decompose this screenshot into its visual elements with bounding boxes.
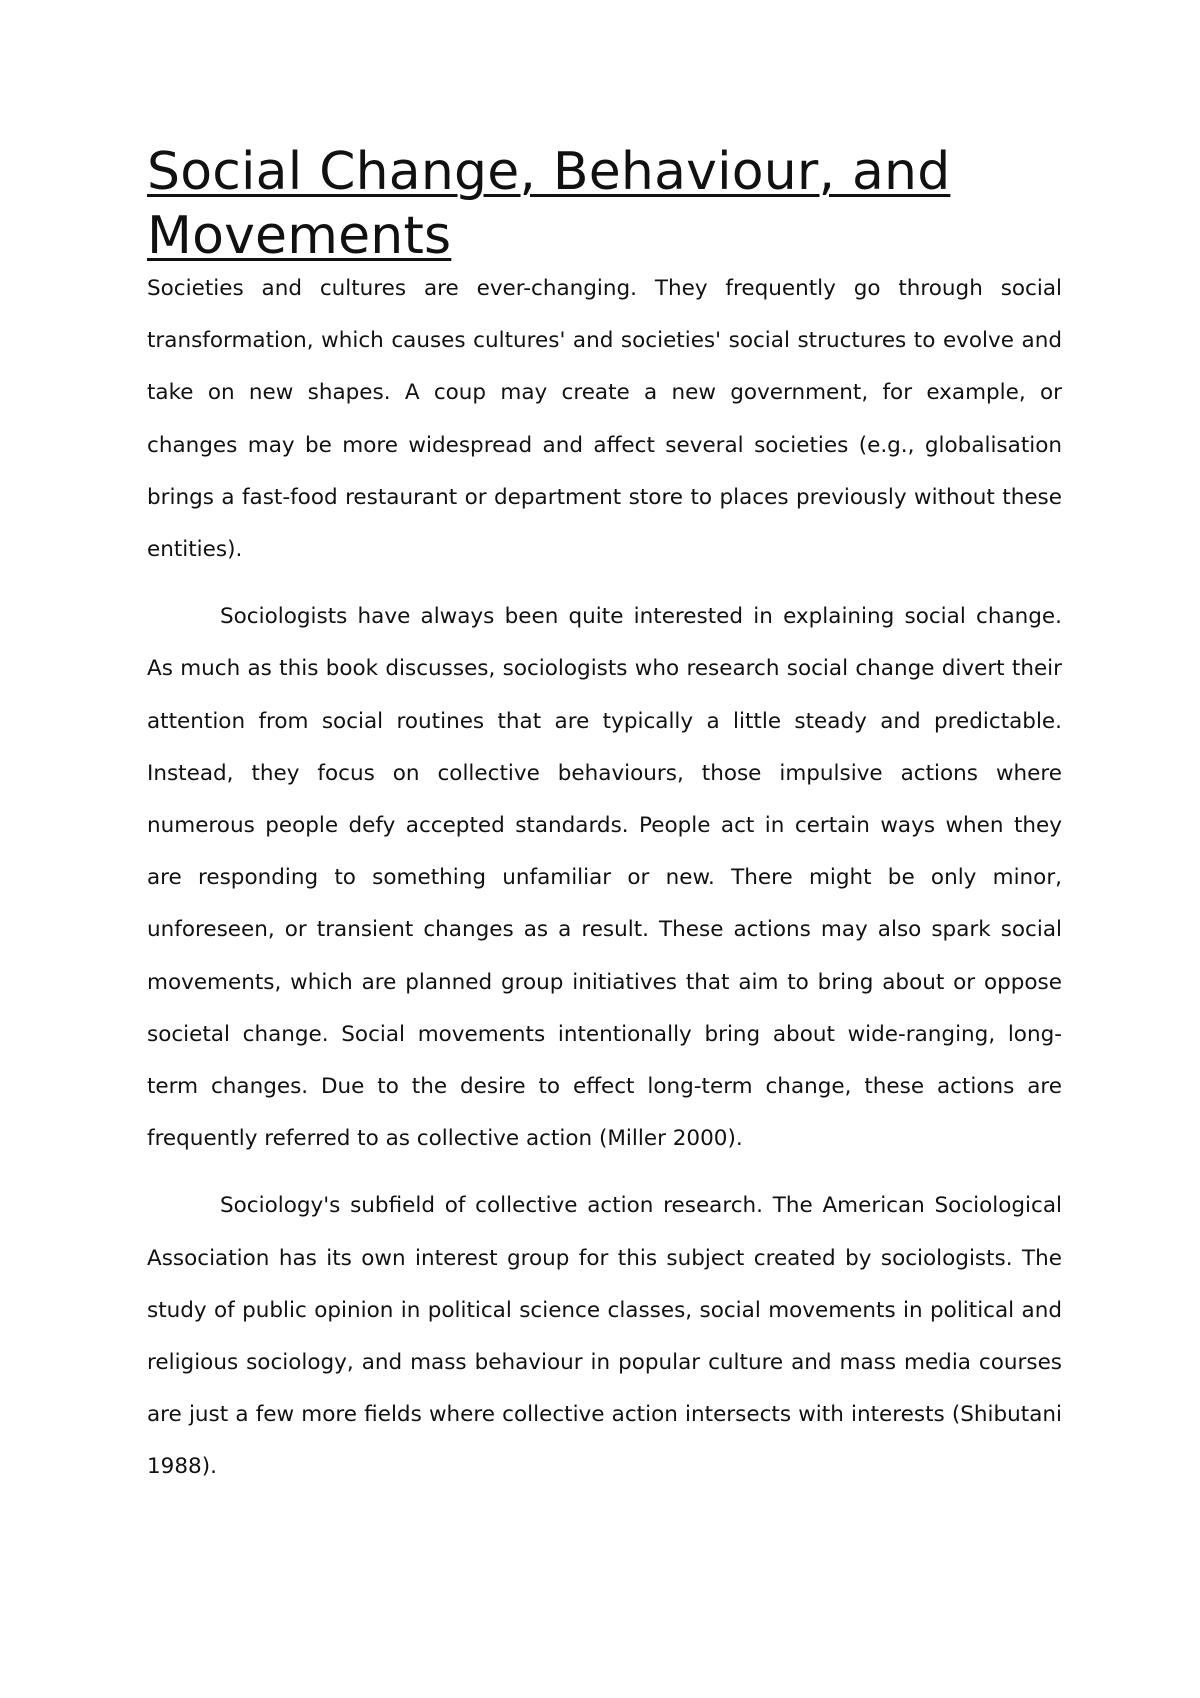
document-body — [147, 140, 1062, 1494]
page-title: Social Change, Behaviour, and Movements — [147, 142, 951, 266]
paragraph-2: Sociologists have always been quite interested in explaining social change. As much as this book discusses, sociologists who research social change divert their attention from social routines that are typically a little steady and predictable. Instead, they focus on collective behaviours, those impulsive actions where numerous people defy accepted standards. People act in certain ways when they are responding to something unfamiliar or new. There might be only minor, unforeseen, or transient changes as a result. These actions may also spark social movements, which are planned group initiatives that aim to bring about or oppose societal change. Social movements intentionally bring about wide-ranging, long-term changes. Due to the desire to effect long-term change, these actions are frequently referred to as collective action (Miller 2000). — [147, 604, 1062, 1152]
paragraph-3: Sociology's subfield of collective action research. The American Sociological Association has its own interest group for this subject created by sociologists. The study of public opinion in political science classes, social movements in political and religious sociology, and mass behaviour in popular culture and mass media courses are just a few more fields where collective action intersects with interests (Shibutani 1988). — [147, 1193, 1062, 1480]
paragraph-1: Societies and cultures are ever-changing. They frequently go through social transformation, which causes cultures' and societies' social structures to evolve and take on new shapes. A coup may create a new government, for example, or changes may be more widespread and affect several societies (e.g., globalisation brings a fast-food restaurant or department store to places previously without these entities). — [147, 276, 1062, 563]
